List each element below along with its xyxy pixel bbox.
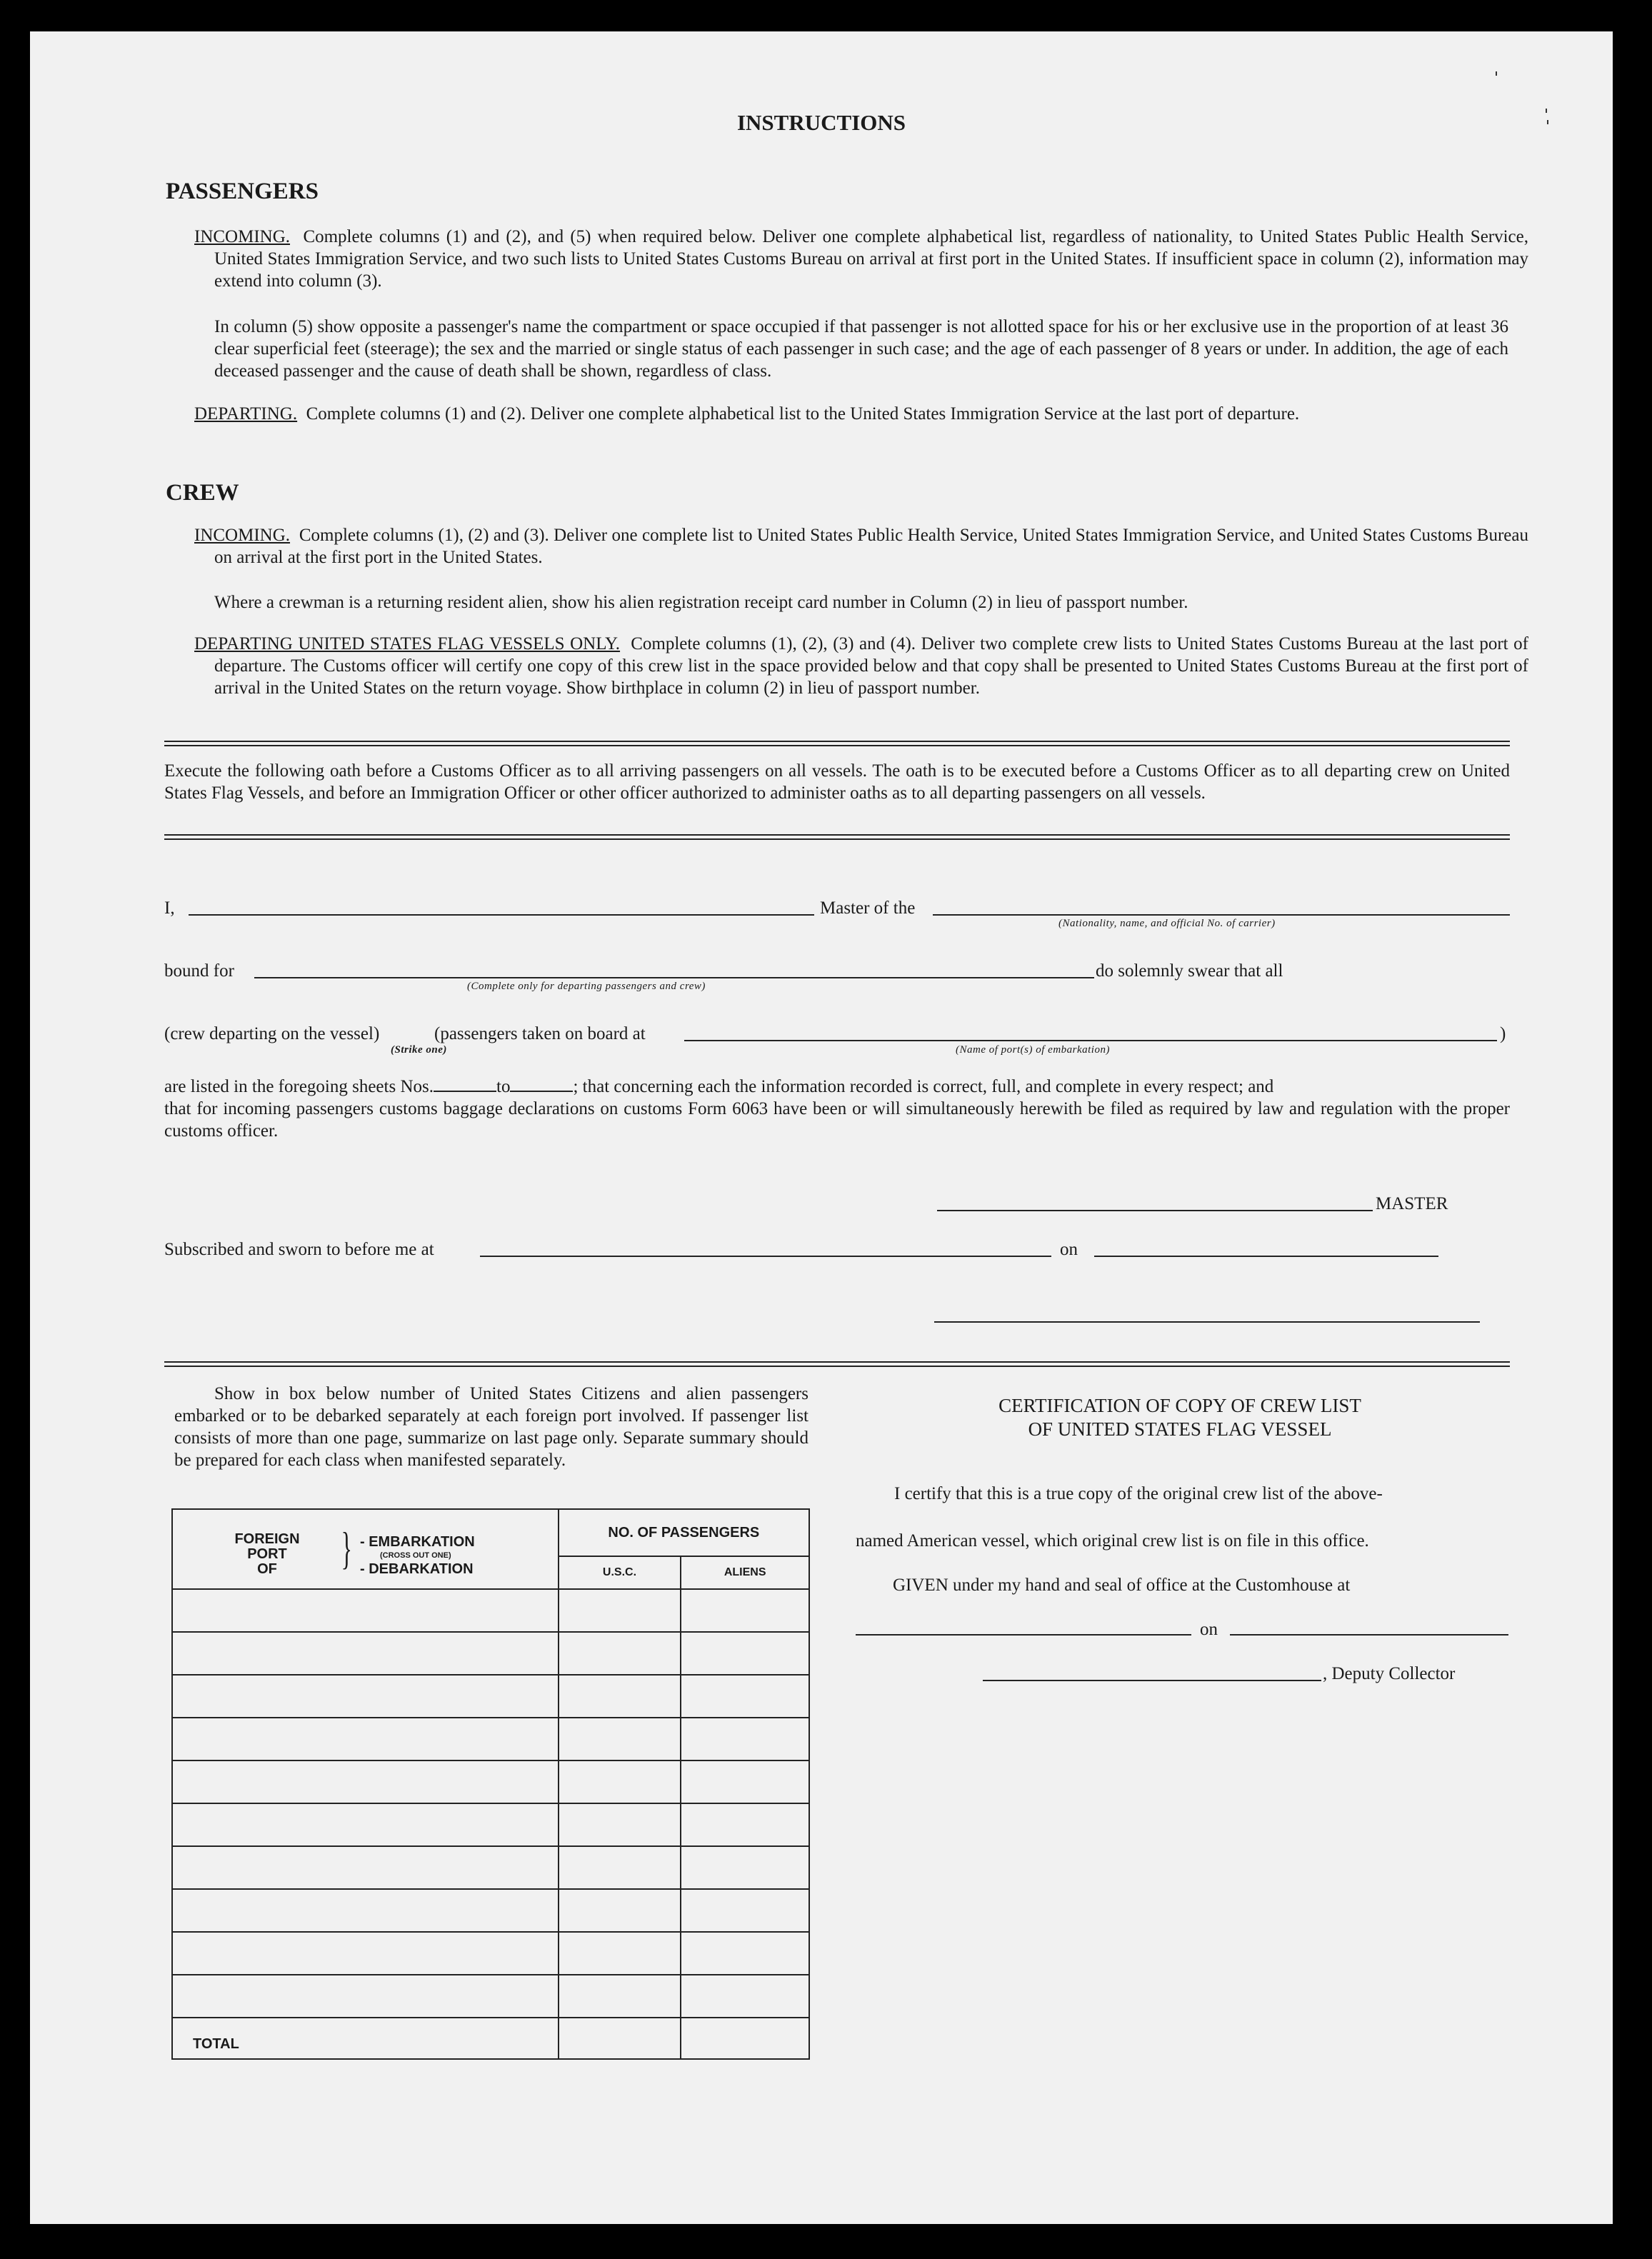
aliens-cell[interactable] [681, 1889, 809, 1932]
aliens-cell[interactable] [681, 1760, 809, 1803]
passengers-departing-paragraph [194, 403, 1528, 425]
cert-date-field[interactable] [1230, 1634, 1508, 1636]
usc-cell[interactable] [559, 1589, 681, 1632]
listed-text-1: are listed in the foregoing sheets Nos. [164, 1077, 434, 1096]
close-paren: ) [1500, 1024, 1506, 1043]
bound-for-field[interactable] [254, 977, 1094, 978]
listed-text-3: that for incoming passengers customs baggage declarations on customs Form 6063 have been or will simultaneously herewith be filed as required by law and regulation with the proper customs officer. [164, 1099, 1510, 1141]
embarkation-option[interactable]: - EMBARKATION [360, 1534, 475, 1550]
crew-departing-text: Complete columns (1), (2), (3) and (4). Deliver two complete crew lists to United States Customs Bureau at the last port of departure. The Customs officer will certify one copy of this crew list in the space provided below and that copy shall be presented to United States Customs Bureau at the first port of arrival in the United States on the return voyage. Show birthplace in column (2) in lieu of passport number. [214, 634, 1528, 698]
usc-header: U.S.C. [559, 1556, 681, 1589]
usc-cell[interactable] [559, 1975, 681, 2018]
bound-for-label: bound for [164, 961, 234, 981]
bound-hint: (Complete only for departing passengers and crew) [467, 981, 706, 992]
sheet-to-field[interactable] [510, 1091, 573, 1092]
aliens-cell[interactable] [681, 1932, 809, 1975]
listed-text-2: ; that concerning each the information recorded is correct, full, and complete in every respect; and [573, 1077, 1274, 1096]
aliens-cell[interactable] [681, 1589, 809, 1632]
aliens-total-cell[interactable] [681, 2018, 809, 2059]
certify-line-2: named American vessel, which original crew list is on file in this office. [856, 1531, 1369, 1551]
usc-cell[interactable] [559, 1889, 681, 1932]
carrier-field[interactable] [933, 914, 1510, 916]
brace-icon: } [341, 1523, 353, 1573]
usc-cell[interactable] [559, 1932, 681, 1975]
port-cell[interactable] [172, 1889, 559, 1932]
usc-cell[interactable] [559, 1632, 681, 1675]
master-signature-field[interactable] [937, 1210, 1373, 1211]
passengers-taken-option: (passengers taken on board at [434, 1024, 646, 1043]
usc-cell[interactable] [559, 1803, 681, 1846]
nationality-hint: (Nationality, name, and official No. of carrier) [1058, 918, 1276, 929]
customhouse-field[interactable] [856, 1634, 1191, 1636]
usc-cell[interactable] [559, 1846, 681, 1889]
listed-paragraph [164, 1076, 1510, 1142]
sworn-on-label: on [1060, 1240, 1078, 1259]
passengers-incoming-paragraph [194, 226, 1528, 292]
given-line: GIVEN under my hand and seal of office at the Customhouse at [893, 1576, 1351, 1595]
incoming-text: Complete columns (1) and (2), and (5) when required below. Deliver one complete alphabetical list, regardless of nationality, to United States Public Health Service, United States Immigration Service, and two such lists to United States Customs Bureau on arrival at first port in the United States. If insufficient space in column (2), information may extend into column (3). [214, 227, 1529, 291]
subscribed-label: Subscribed and sworn to before me at [164, 1240, 434, 1259]
port-cell[interactable] [172, 1675, 559, 1718]
aliens-cell[interactable] [681, 1975, 809, 2018]
crew-incoming-paragraph [194, 524, 1528, 568]
port-cell[interactable] [172, 1803, 559, 1846]
port-cell[interactable] [172, 1846, 559, 1889]
swear-text: do solemnly swear that all [1096, 961, 1283, 981]
total-label: TOTAL [172, 2018, 559, 2059]
passengers-heading: PASSENGERS [166, 179, 319, 204]
form-sheet [30, 31, 1613, 2224]
certification-title [851, 1394, 1508, 1441]
col-foreign: FOREIGN [234, 1531, 300, 1547]
master-of-label: Master of the [820, 898, 916, 918]
port-cell[interactable] [172, 1589, 559, 1632]
sworn-place-field[interactable] [480, 1256, 1051, 1257]
crew-departing-paragraph [194, 633, 1528, 699]
aliens-cell[interactable] [681, 1718, 809, 1760]
aliens-cell[interactable] [681, 1803, 809, 1846]
double-rule [164, 834, 1510, 840]
embarkation-port-field[interactable] [684, 1040, 1497, 1041]
master-name-field[interactable] [189, 914, 814, 916]
port-cell[interactable] [172, 1760, 559, 1803]
page-title: INSTRUCTIONS [736, 110, 906, 135]
certification-title-1: CERTIFICATION OF COPY OF CREW LIST [998, 1395, 1361, 1416]
aliens-header: ALIENS [681, 1556, 809, 1589]
departing-text: Complete columns (1) and (2). Deliver one complete alphabetical list to the United States Immigration Service at the last port of departure. [306, 404, 1300, 424]
crew-departing-option: (crew departing on the vessel) [164, 1024, 380, 1043]
cross-out-hint: (CROSS OUT ONE) [380, 1551, 451, 1560]
listed-to: to [496, 1077, 511, 1096]
port-hint: (Name of port(s) of embarkation) [956, 1044, 1110, 1056]
summary-instructions: Show in box below number of United States Citizens and alien passengers embarked or to be debarked separately at each foreign port involved. If passenger list consists of more than one page, summarize on last page only. Separate summary should be prepared for each class when manifested separately. [174, 1384, 809, 1470]
sheet-from-field[interactable] [434, 1091, 496, 1092]
col-of: OF [257, 1561, 277, 1577]
strike-one-hint: (Strike one) [391, 1044, 447, 1056]
port-header-cell [172, 1509, 559, 1589]
port-cell[interactable] [172, 1932, 559, 1975]
double-rule [164, 1361, 1510, 1367]
double-rule [164, 741, 1510, 746]
certify-line-1: I certify that this is a true copy of the original crew list of the above- [894, 1484, 1383, 1503]
deputy-signature-field[interactable] [983, 1680, 1321, 1681]
sworn-date-field[interactable] [1094, 1256, 1438, 1257]
passenger-summary-table [171, 1508, 810, 2060]
incoming-lead: INCOMING. [194, 227, 291, 246]
usc-cell[interactable] [559, 1718, 681, 1760]
crew-incoming-lead: INCOMING. [194, 526, 291, 545]
crew-departing-lead: DEPARTING UNITED STATES FLAG VESSELS ONLY. [194, 634, 621, 653]
no-passengers-header: NO. OF PASSENGERS [559, 1509, 809, 1556]
scan-speck [1496, 71, 1497, 76]
officer-signature-field[interactable] [934, 1321, 1480, 1323]
passengers-column5-paragraph: In column (5) show opposite a passenger's name the compartment or space occupied if that passenger is not allotted space for his or her exclusive use in the proportion of at least 36 clear superficial feet (steerage); the sex and the married or single status of each passenger in such case; and the age of each passenger of 8 years or under. In addition, the age of each deceased passenger and the cause of death shall be shown, regardless of class. [214, 317, 1508, 381]
port-cell[interactable] [172, 1975, 559, 2018]
aliens-cell[interactable] [681, 1675, 809, 1718]
usc-total-cell[interactable] [559, 2018, 681, 2059]
crew-heading: CREW [166, 480, 239, 506]
departing-lead: DEPARTING. [194, 404, 298, 424]
aliens-cell[interactable] [681, 1846, 809, 1889]
col-port: PORT [247, 1546, 287, 1562]
usc-cell[interactable] [559, 1675, 681, 1718]
deputy-collector-label: , Deputy Collector [1323, 1664, 1456, 1683]
master-label: MASTER [1376, 1194, 1448, 1213]
debarkation-option[interactable]: - DEBARKATION [360, 1561, 474, 1577]
port-cell[interactable] [172, 1632, 559, 1675]
crew-resident-paragraph: Where a crewman is a returning resident alien, show his alien registration receipt card number in Column (2) in lieu of passport number. [214, 593, 1188, 612]
port-cell[interactable] [172, 1718, 559, 1760]
aliens-cell[interactable] [681, 1632, 809, 1675]
cert-on-label: on [1200, 1620, 1218, 1639]
certification-title-2: OF UNITED STATES FLAG VESSEL [1028, 1418, 1332, 1440]
oath-intro: Execute the following oath before a Customs Officer as to all arriving passengers on all vessels. The oath is to be executed before a Customs Officer as to all departing crew on United States Flag Vessels, and before an Immigration Officer or other officer authorized to administer oaths as to all departing passengers on all vessels. [164, 761, 1510, 803]
usc-cell[interactable] [559, 1760, 681, 1803]
crew-incoming-text: Complete columns (1), (2) and (3). Deliver one complete list to United States Public Health Service, United States Immigration Service, and United States Customs Bureau on arrival at the first port in the United States. [214, 526, 1528, 567]
oath-i-label: I, [164, 898, 175, 918]
